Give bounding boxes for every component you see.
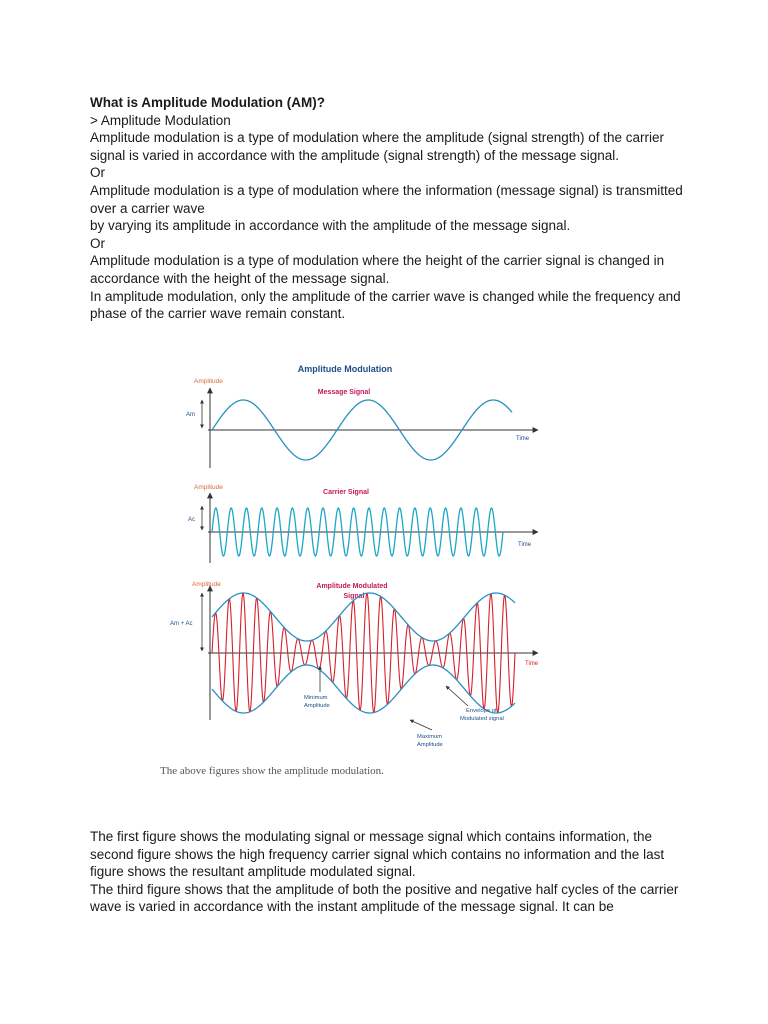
maximum-label-2: Amplitude	[417, 742, 443, 748]
maximum-label-1: Maximum	[417, 734, 443, 740]
article-title: What is Amplitude Modulation (AM)?	[90, 95, 325, 110]
paragraph: Amplitude modulation is a type of modulation where the information (message signal) is transmitted over a carrier wave	[90, 182, 683, 216]
amplitude-modulation-figure	[120, 348, 550, 788]
paragraph: Or	[90, 235, 105, 251]
paragraph: The third figure shows that the amplitude of both the positive and negative half cycles of the carrier wave is varied in accordance with the instant amplitude of the message signal. It can be	[90, 881, 679, 915]
modulated-x-axis-label: Time	[525, 661, 539, 667]
intro-section	[90, 94, 690, 323]
message-x-axis-label: Time	[516, 436, 530, 442]
message-amp-label: Am	[186, 412, 195, 418]
envelope-label-1: Envelope of	[466, 708, 497, 714]
figure-title: Amplitude Modulation	[297, 364, 393, 374]
minimum-label-1: Minimum	[304, 695, 328, 701]
paragraph: Amplitude modulation is a type of modulation where the amplitude (signal strength) of the carrier signal is varied in accordance with the amplitude (signal strength) of the message signal.	[90, 130, 665, 163]
modulated-amp-label: Am + Ac	[170, 621, 193, 627]
message-y-axis-label: Amplitude	[194, 378, 223, 385]
paragraph: Amplitude modulation is a type of modulation where the height of the carrier signal is changed in accordance with the height of the message signal.	[90, 253, 665, 286]
message-signal-label: Message Signal	[317, 389, 371, 396]
carrier-y-axis-label: Amplitude	[194, 484, 223, 491]
modulated-y-axis-label: Amplitude	[192, 581, 221, 588]
paragraph: > Amplitude Modulation	[90, 112, 231, 128]
explanation-section	[90, 828, 690, 916]
modulated-signal-panel	[170, 581, 539, 748]
maximum-amplitude-arrow	[410, 720, 432, 730]
carrier-x-axis-label: Time	[518, 542, 532, 548]
paragraph: Or	[90, 165, 105, 181]
carrier-amp-label: Ac	[188, 517, 196, 523]
figure-caption: The above figures show the amplitude modulation.	[160, 765, 384, 777]
paragraph: The first figure shows the modulating signal or message signal which contains information, the second figure shows the high frequency carrier signal which contains no information and the last figure shows the resultant amplitude modulated signal.	[90, 829, 665, 880]
paragraph: by varying its amplitude in accordance with the amplitude of the message signal.	[90, 218, 571, 234]
modulated-signal-label-1: Amplitude Modulated	[316, 583, 388, 590]
message-signal-panel	[186, 378, 538, 468]
minimum-label-2: Amplitude	[304, 703, 330, 709]
carrier-signal-label: Carrier Signal	[323, 489, 369, 496]
modulated-signal-label-2: Signal	[343, 593, 365, 600]
envelope-label-2: Modulated signal	[460, 716, 504, 722]
carrier-signal-panel	[188, 484, 538, 563]
paragraph: In amplitude modulation, only the amplitude of the carrier wave is changed while the frequency and phase of the carrier wave remain constant.	[90, 288, 681, 322]
